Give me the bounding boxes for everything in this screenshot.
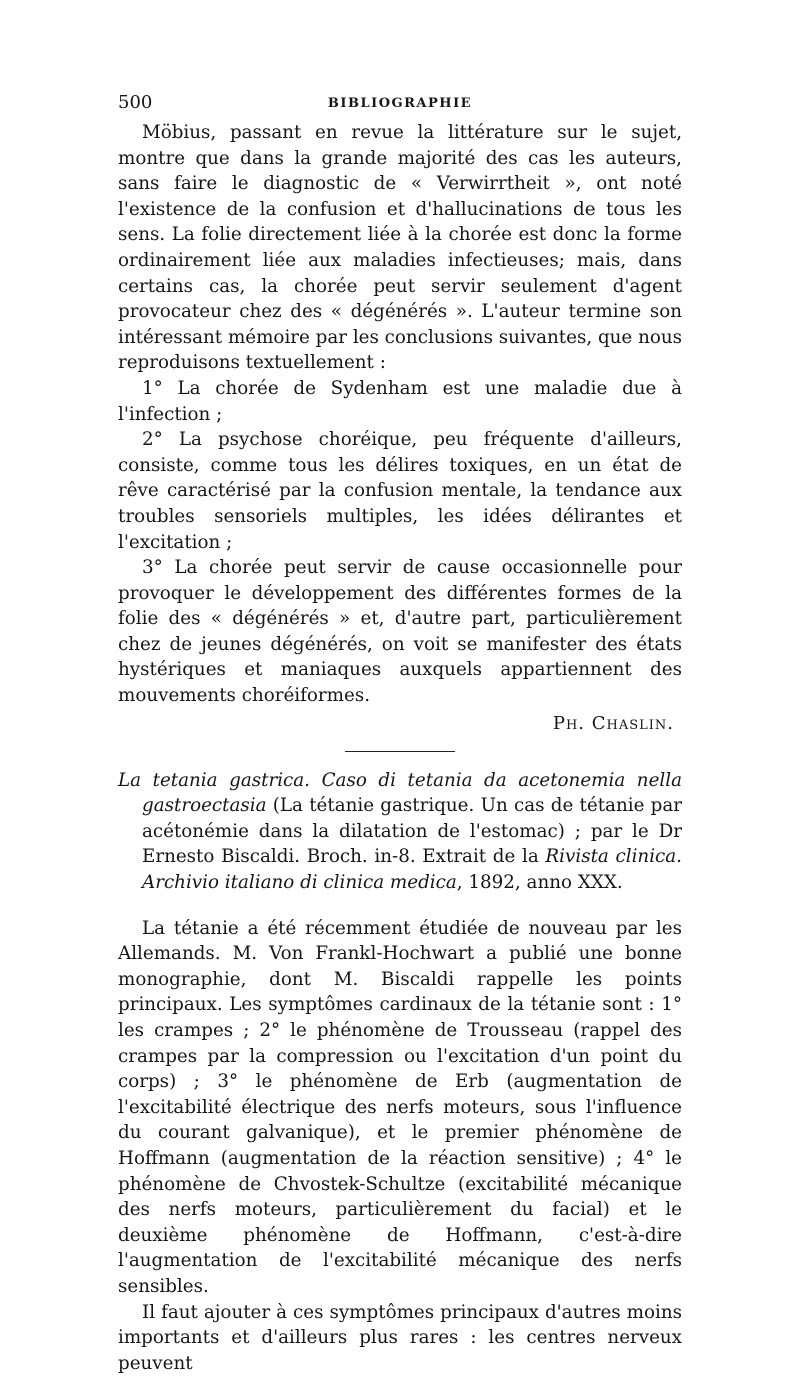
body-paragraph: La tétanie a été récemment étudiée de nouveau par les Allemands. M. Von Frankl-Hochwart a publié une bonne monographie, dont M. Biscaldi rappelle les points principaux. Les symptômes cardinaux de la tétanie sont : 1° les crampes ; 2° le phénomène de Trousseau (rappel des crampes par la compression ou l'excitation d'un point du corps) ; 3° le phénomène de Erb (augmentation de l'excitabilité électrique des nerfs moteurs, sous l'influence du courant galvanique), et le premier phénomène de Hoffmann (augmentation de la réaction sensitive) ; 4° le phénomène de Chvostek-Schultze (excitabilité mécanique des nerfs moteurs, particulièrement du facial) et le deuxième phénomène de Hoffmann, c'est-à-dire l'augmentation de l'excitabilité mécanique des nerfs sensibles. bbox=[118, 917, 682, 1297]
bibliographic-entry bbox=[118, 768, 682, 896]
entry-details: (La tétanie gastrique. Un cas de tétanie par acétonémie dans la dilatation de l'estomac) ; par le Dr Ernesto Biscaldi. Broch. in-8. Extrait de la bbox=[142, 795, 682, 868]
author-signature: Ph. Chaslin. bbox=[552, 712, 674, 734]
body-paragraph: Il faut ajouter à ces symptômes principaux d'autres moins importants et d'ailleurs plus rares : les centres nerveux peuvent bbox=[118, 1301, 682, 1374]
conclusion-item: 3° La chorée peut servir de cause occasionnelle pour provoquer le développement des différentes formes de la folie des « dégénérés » et, d'autre part, particulièrement chez de jeunes dégénérés, on voit se manifester des états hystériques et maniaques auxquels appartiennent des mouvements choréiformes. bbox=[118, 557, 682, 707]
review-chorea bbox=[118, 120, 682, 737]
book-page bbox=[118, 92, 682, 1376]
conclusion-item: 1° La chorée de Sydenham est une maladie due à l'infection ; bbox=[118, 377, 682, 425]
page-number: 500 bbox=[118, 92, 153, 113]
running-title: BIBLIOGRAPHIE bbox=[327, 96, 473, 111]
entry-year: , 1892, anno XXX. bbox=[456, 872, 623, 894]
section-divider bbox=[345, 751, 455, 752]
journal-name: Rivista clinica. Archivio italiano di clinica medica bbox=[142, 846, 682, 894]
page-header bbox=[118, 92, 682, 120]
conclusion-item: 2° La psychose choréique, peu fréquente d'ailleurs, consiste, comme tous les délires toxiques, en un état de rêve caractérisé par la confusion mentale, la tendance aux troubles sensoriels multiples, les idées délirantes et l'excitation ; bbox=[118, 429, 682, 553]
review-tetania bbox=[118, 768, 682, 1376]
body-paragraph: Möbius, passant en revue la littérature sur le sujet, montre que dans la grande majorité des cas les auteurs, sans faire le diagnostic de « Verwirrtheit », ont noté l'existence de la confusion et d'hallucinations de tous les sens. La folie directement liée à la chorée est donc la forme ordinairement liée aux maladies infectieuses; mais, dans certains cas, la chorée peut servir seulement d'agent provocateur chez des « dégénérés ». L'auteur termine son intéressant mémoire par les conclusions suivantes, que nous reproduisons textuellement : bbox=[118, 122, 682, 374]
entry-title: La tetania gastrica. Caso di tetania da acetonemia nella gastroectasia bbox=[118, 769, 682, 817]
